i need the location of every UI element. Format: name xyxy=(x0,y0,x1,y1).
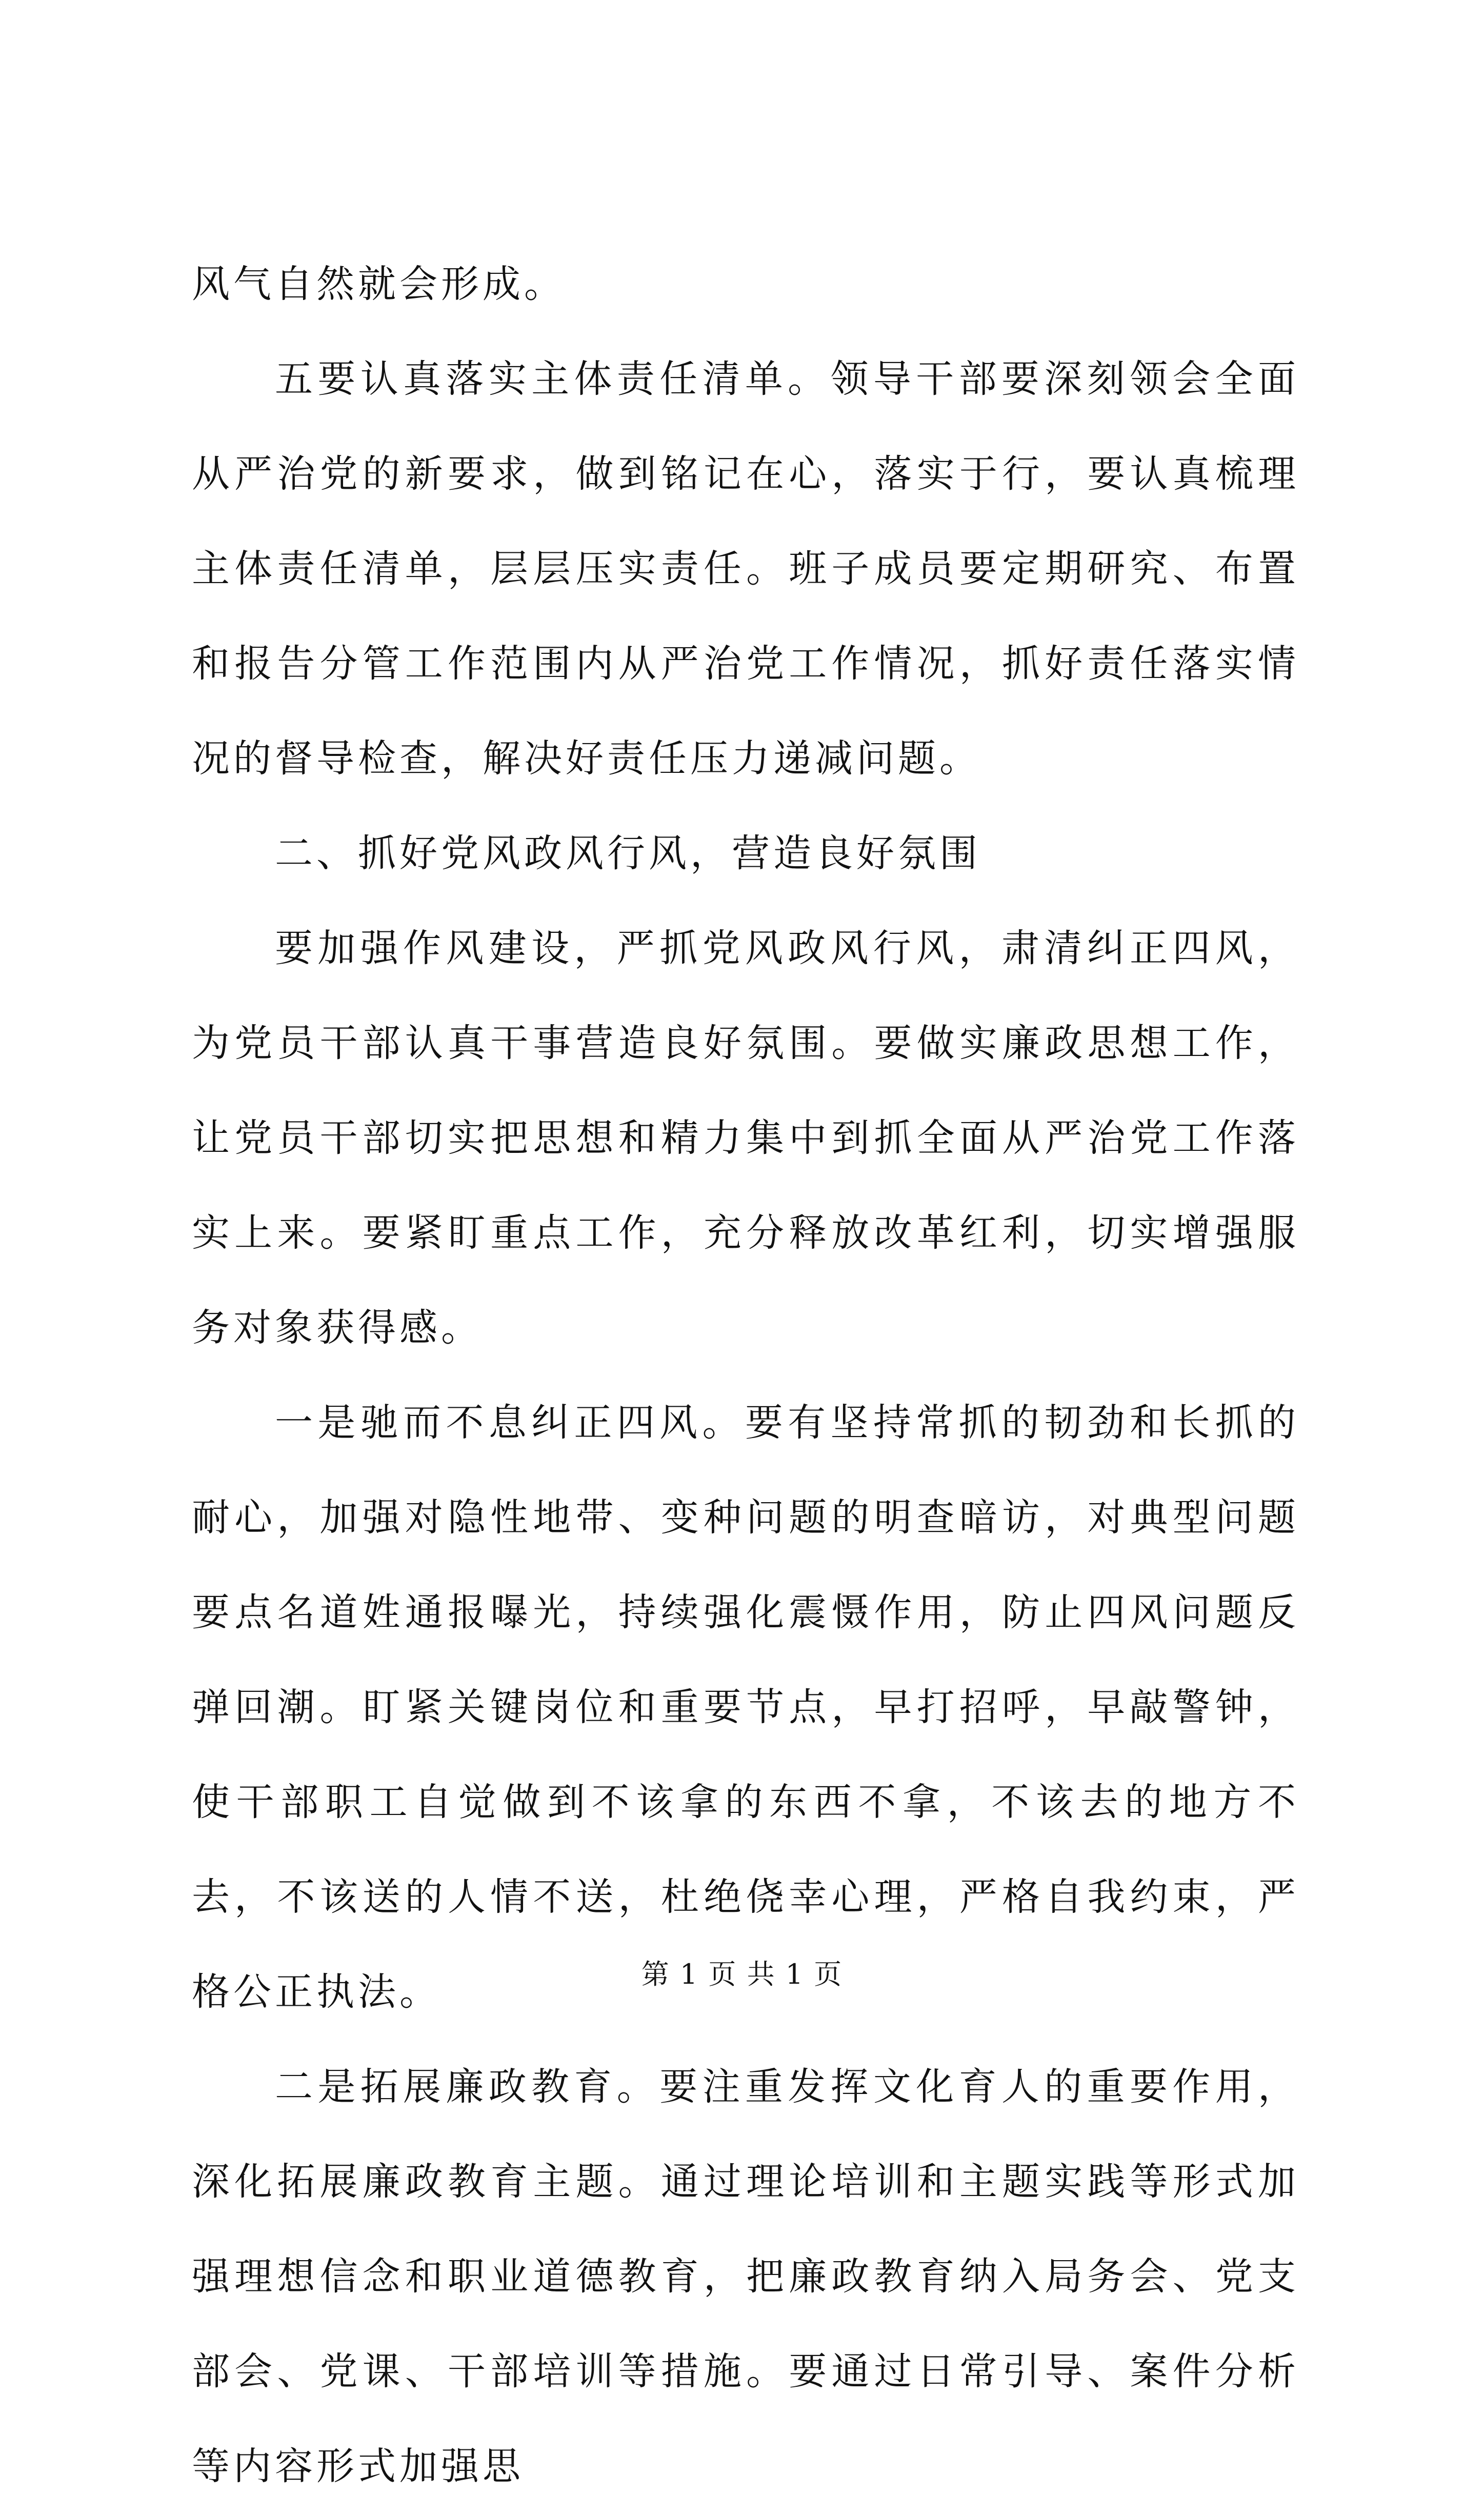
paragraph-2: 五要认真落实主体责任清单。领导干部要深刻领会全面从严治党的新要求，做到铭记在心，落实于行，要认真梳理主体责任清单，层层压实责任。班子成员要定期研究、布置和报告分管工作范围内从严治党工作情况，抓好责任落实情况的督导检查，解决好责任压力递减问题。 xyxy=(192,357,1299,781)
paragraph-3: 要加强作风建设，严抓党风政风行风，肃清纠正四风，为党员干部认真干事营造良好氛围。要做实廉政思想工作，让党员干部切实把思想和精力集中到抓全面从严治党工作落实上来。要紧盯重点工作，充分释放改革红利，切实增强服务对象获得感。 xyxy=(192,926,1299,1350)
section-heading: 二、抓好党风政风行风，营造良好氛围 xyxy=(275,831,981,875)
paragraph-1: 风气自然就会形成。 xyxy=(192,262,566,306)
document-body xyxy=(192,237,1299,2514)
page-footer: 第 1 页 共 1 页 xyxy=(641,1958,843,1990)
paragraph-4: 一是驰而不息纠正四风。要有坚持常抓的韧劲和长抓的耐心，加强对隐性地带、变种问题的明查暗访，对典型问题要点名道姓通报曝光，持续强化震慑作用，防止四风问题反弹回潮。盯紧关键岗位和重要节点，早打招呼，早敲警钟，使干部职工自觉做到不该拿的东西不拿，不该去的地方不去，不该送的人情不送，杜绝侥幸心理，严格自我约束，严格公正执法。 xyxy=(192,1401,1299,2014)
paragraph-5: 二是拓展廉政教育。要注重发挥文化育人的重要作用，深化拓展廉政教育主题。通过理论培训和主题实践等形式加强理想信念和职业道德教育，把廉政教育纳入局务会、党支部会、党课、干部培训等措施。要通过日常引导、案件分析等内容形式加强思 xyxy=(192,2065,1299,2488)
